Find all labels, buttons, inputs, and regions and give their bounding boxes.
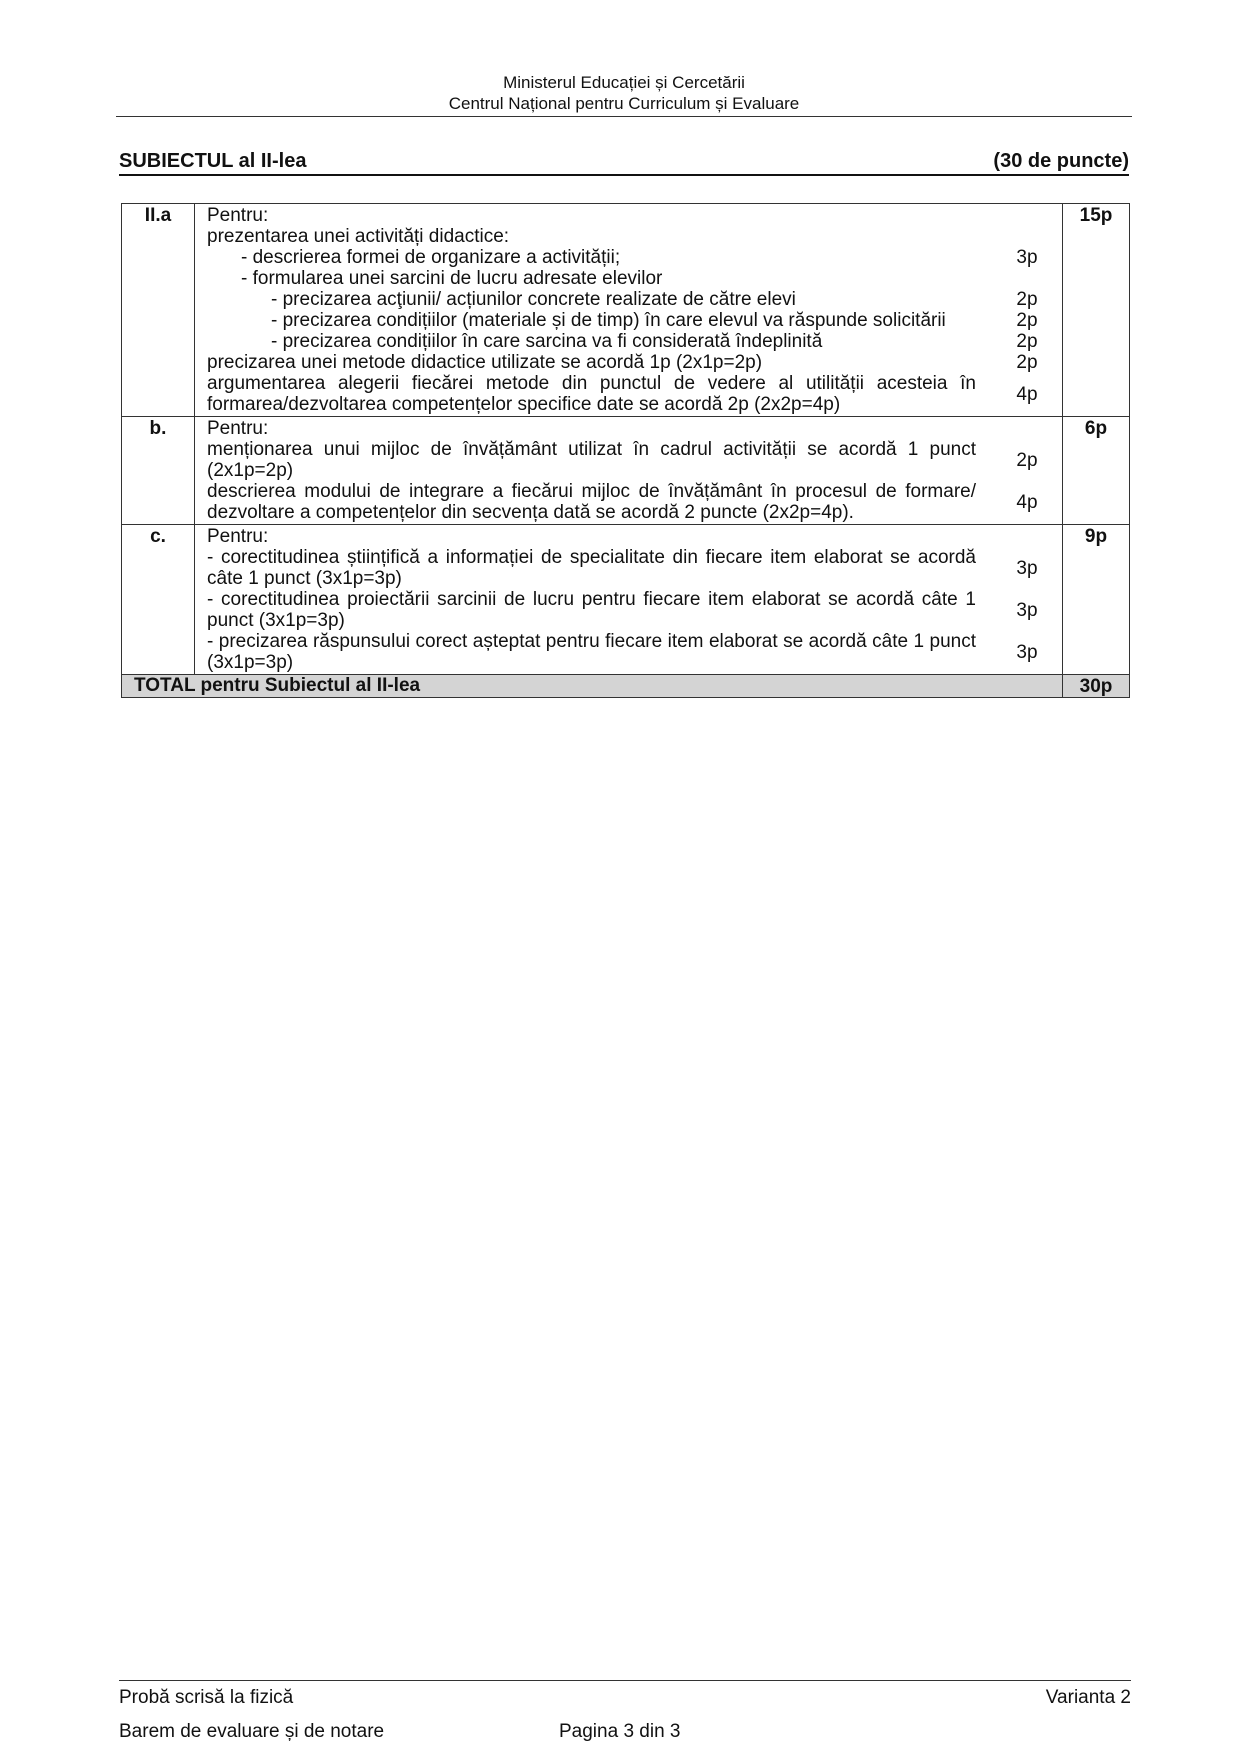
criterion-line: - precizarea răspunsului corect așteptat pentru fiecare item elaborat se acordă câte 1 punct (3x1p=3p) 3p — [195, 631, 1062, 673]
criterion-line: Pentru: — [207, 205, 269, 226]
section-label: II.a — [122, 204, 195, 417]
criterion-line: prezentarea unei activități didactice: — [207, 226, 510, 247]
section-total: 9p — [1063, 525, 1130, 675]
criterion-line: - corectitudinea științifică a informației de specialitate din fiecare item elaborat se acordă câte 1 punct (3x1p=3p) 3p — [195, 547, 1062, 589]
page-footer — [119, 1680, 1131, 1749]
footer-page-number: Pagina 3 din 3 — [559, 1721, 681, 1742]
section-body — [195, 204, 1063, 417]
criterion-line: - corectitudinea proiectării sarcinii de lucru pentru fiecare item elaborat se acordă câte 1 punct (3x1p=3p) 3p — [195, 589, 1062, 631]
section-c-row — [122, 525, 1130, 675]
criterion-line: precizarea unei metode didactice utilizate se acordă 1p (2x1p=2p) 2p — [195, 352, 1062, 373]
ministry-name: Ministerul Educației și Cercetării — [503, 73, 745, 92]
criterion-points: 2p — [1016, 289, 1038, 310]
total-row — [122, 675, 1130, 698]
footer-doc-type: Barem de evaluare și de notare — [119, 1721, 385, 1742]
total-value: 30p — [1063, 675, 1130, 698]
section-body — [195, 525, 1063, 675]
criterion-points: 2p — [1016, 310, 1038, 331]
criterion-line: descrierea modului de integrare a fiecărui mijloc de învățământ în procesul de formare/ dezvoltare a competențelor din secvența dată se acordă 2 puncte (2x2p=4p). 4p — [195, 481, 1062, 523]
criterion-line: - precizarea acţiunii/ acțiunilor concrete realizate de către elevi 2p — [195, 289, 1062, 310]
criterion-points: 2p — [1016, 352, 1038, 373]
criterion-points: 3p — [1016, 557, 1038, 579]
criterion-points: 2p — [1016, 331, 1038, 352]
section-b-row — [122, 417, 1130, 525]
subject-title: SUBIECTUL al II-lea — [119, 150, 307, 172]
center-name: Centrul Național pentru Curriculum și Evaluare — [448, 94, 800, 113]
criterion-line: - formularea unei sarcini de lucru adresate elevilor — [241, 268, 663, 289]
page-header — [116, 72, 1132, 117]
criterion-line: menționarea unui mijloc de învățământ utilizat în cadrul activității se acordă 1 punct (2x1p=2p) 2p — [195, 439, 1062, 481]
criterion-line: - precizarea condițiilor în care sarcina va fi considerată îndeplinită 2p — [195, 331, 1062, 352]
footer-variant: Varianta 2 — [1045, 1687, 1131, 1708]
subject-points: (30 de puncte) — [993, 150, 1129, 172]
total-label: TOTAL pentru Subiectul al II-lea — [122, 675, 1063, 698]
subject-heading — [119, 150, 1129, 176]
criterion-points: 4p — [1016, 383, 1038, 405]
section-a-row — [122, 204, 1130, 417]
criterion-line: - descrierea formei de organizare a activității; 3p — [195, 247, 1062, 268]
criterion-points: 3p — [1016, 247, 1038, 268]
footer-exam-name: Probă scrisă la fizică — [119, 1687, 294, 1708]
criterion-points: 4p — [1016, 491, 1038, 513]
criterion-line: - precizarea condițiilor (materiale și de timp) în care elevul va răspunde solicitării 2p — [195, 310, 1062, 331]
criterion-line: argumentarea alegerii fiecărei metode din punctul de vedere al utilității acesteia în formarea/dezvoltarea competențelor specifice date se acordă 2p (2x2p=4p) 4p — [195, 373, 1062, 415]
grading-table — [121, 203, 1130, 698]
criterion-points: 3p — [1016, 641, 1038, 663]
criterion-points: 3p — [1016, 599, 1038, 621]
section-body — [195, 417, 1063, 525]
section-label: b. — [122, 417, 195, 525]
section-total: 6p — [1063, 417, 1130, 525]
section-label: c. — [122, 525, 195, 675]
criterion-line: Pentru: — [207, 526, 269, 547]
section-total: 15p — [1063, 204, 1130, 417]
criterion-line: Pentru: — [207, 418, 269, 439]
criterion-points: 2p — [1016, 449, 1038, 471]
